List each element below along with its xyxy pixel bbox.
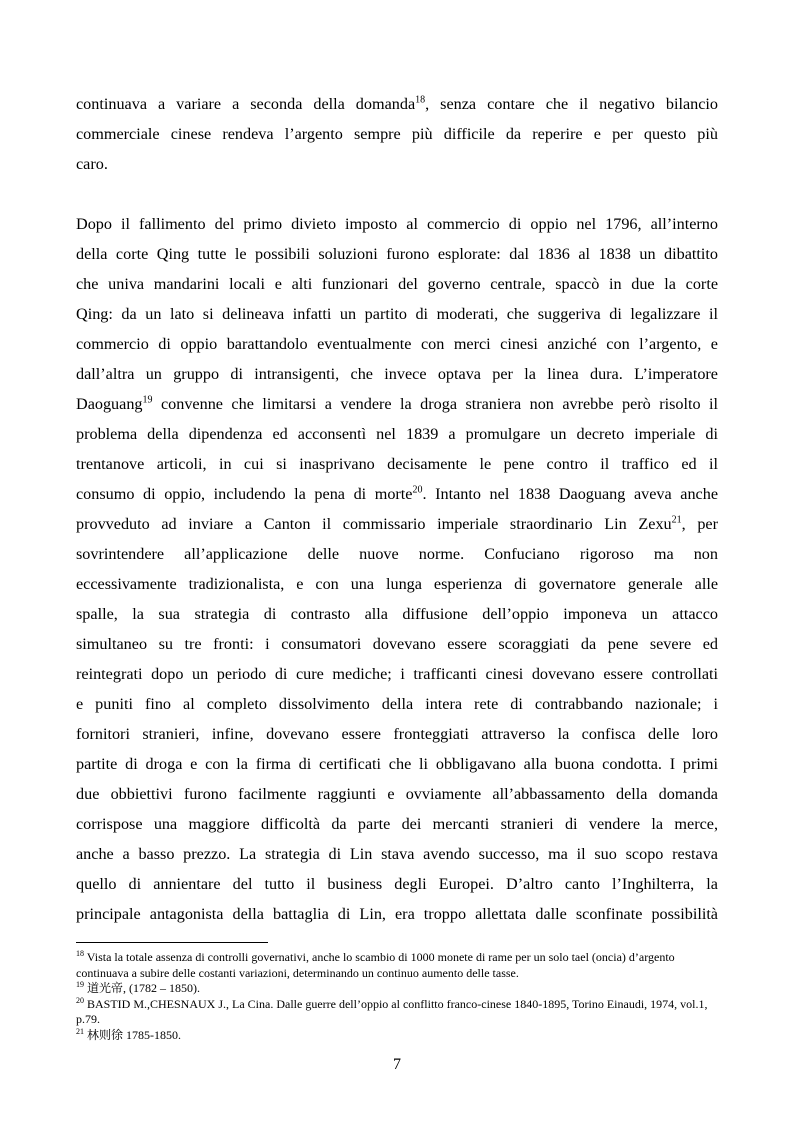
text-line: provveduto ad inviare a Canton il commissario imperiale straordinario Lin Zexu$^{21}$, per: [76, 514, 719, 533]
text-line: sovrintendere all’applicazione delle nuove norme. Confuciano rigoroso ma non: [76, 545, 718, 563]
text-line: spalle, la sua strategia di contrasto alla diffusione dell’oppio imponeva un attacco: [76, 605, 718, 623]
text-line: trentanove articoli, in cui si inasprivano decisamente le pene contro il traffico ed il: [76, 455, 718, 473]
paragraph-1: [76, 89, 718, 179]
text-line: Daoguang$^{19}$ convenne che limitarsi a vendere la droga straniera non avrebbe però risolto il: [76, 394, 718, 413]
text-line: e puniti fino al completo dissolvimento della intera rete di contrabbando nazionale; i: [76, 695, 718, 713]
text-line: fornitori stranieri, infine, dovevano essere fronteggiati attraverso la confisca delle loro: [76, 725, 718, 743]
page-number: 7: [393, 1056, 401, 1073]
paragraph-2: [76, 209, 718, 929]
footnote-ref[interactable]: 21: [671, 514, 682, 526]
text-line: Qing: da un lato si delineava infatti un partito di moderati, che suggeriva di legalizzare il: [76, 305, 718, 323]
text-line: partite di droga e con la firma di certificati che li obbligavano alla buona condotta. I primi: [76, 755, 718, 773]
text-line: commercio di oppio barattandolo eventualmente con merci cinesi anziché con l’argento, e: [76, 335, 718, 353]
text-line: quello di annientare del tutto il business degli Europei. D’altro canto l’Inghilterra, la: [76, 875, 718, 893]
text-line: simultaneo su tre fronti: i consumatori dovevano essere scoraggiati da pene severe ed: [76, 635, 718, 653]
text-line: problema della dipendenza ed acconsentì nel 1839 a promulgare un decreto imperiale di: [76, 425, 718, 443]
footnotes: [76, 950, 718, 1043]
text-line: commerciale cinese rendeva l’argento sempre più difficile da reperire e per questo più: [76, 125, 718, 143]
text-line: reintegrati dopo un periodo di cure mediche; i trafficanti cinesi dovevano essere controllati: [76, 665, 718, 683]
text-line: anche a basso prezzo. La strategia di Lin stava avendo successo, ma il suo scopo restava: [76, 845, 718, 863]
text-line: che univa mandarini locali e alti funzionari del governo centrale, spaccò in due la corte: [76, 275, 718, 293]
text-line: due obbiettivi furono facilmente raggiunti e ovviamente all’abbassamento della domanda: [76, 785, 718, 803]
text-line: caro.: [76, 155, 108, 173]
footnote-ref[interactable]: 20: [412, 484, 423, 496]
text-line: Dopo il fallimento del primo divieto imposto al commercio di oppio nel 1796, all’interno: [76, 215, 718, 233]
footnote: $^{19}$ 道光帝, (1782 – 1850).: [76, 980, 200, 995]
text-line: della corte Qing tutte le possibili soluzioni furono esplorate: dal 1836 al 1838 un dibattito: [76, 245, 718, 263]
footnote-ref[interactable]: 19: [142, 394, 153, 406]
footnote-divider: [76, 942, 268, 943]
text-line: corrispose una maggiore difficoltà da parte dei mercanti stranieri di vendere la merce,: [76, 815, 718, 833]
text-line: principale antagonista della battaglia di Lin, era troppo allettata dalle sconfinate possibilità: [76, 905, 718, 923]
footnote: $^{21}$ 林则徐 1785-1850.: [76, 1026, 181, 1042]
footnote: $^{18}$ Vista la totale assenza di controlli governativi, anche lo scambio di 1000 monete di rame per un solo tael (oncia) d’argento continuava a subire delle costanti variazioni, determinando un continuo aumento delle tasse.: [76, 949, 675, 980]
text-line: dall’altra un gruppo di intransigenti, che invece optava per la linea dura. L’imperatore: [76, 365, 718, 383]
footnote-ref[interactable]: 18: [415, 94, 426, 106]
text-line: continuava a variare a seconda della domanda$^{18}$, senza contare che il negativo bilancio: [76, 94, 718, 113]
footnote: $^{20}$ BASTID M.,CHESNAUX J., La Cina. Dalle guerre dell’oppio al conflitto franco-cinese 1840-1895, Torino Einaudi, 1974, vol.1, p.79.: [76, 995, 708, 1026]
text-line: eccessivamente tradizionalista, e con una lunga esperienza di governatore generale alle: [76, 575, 718, 593]
text-line: consumo di oppio, includendo la pena di morte$^{20}$. Intanto nel 1838 Daoguang aveva anche: [76, 484, 719, 503]
